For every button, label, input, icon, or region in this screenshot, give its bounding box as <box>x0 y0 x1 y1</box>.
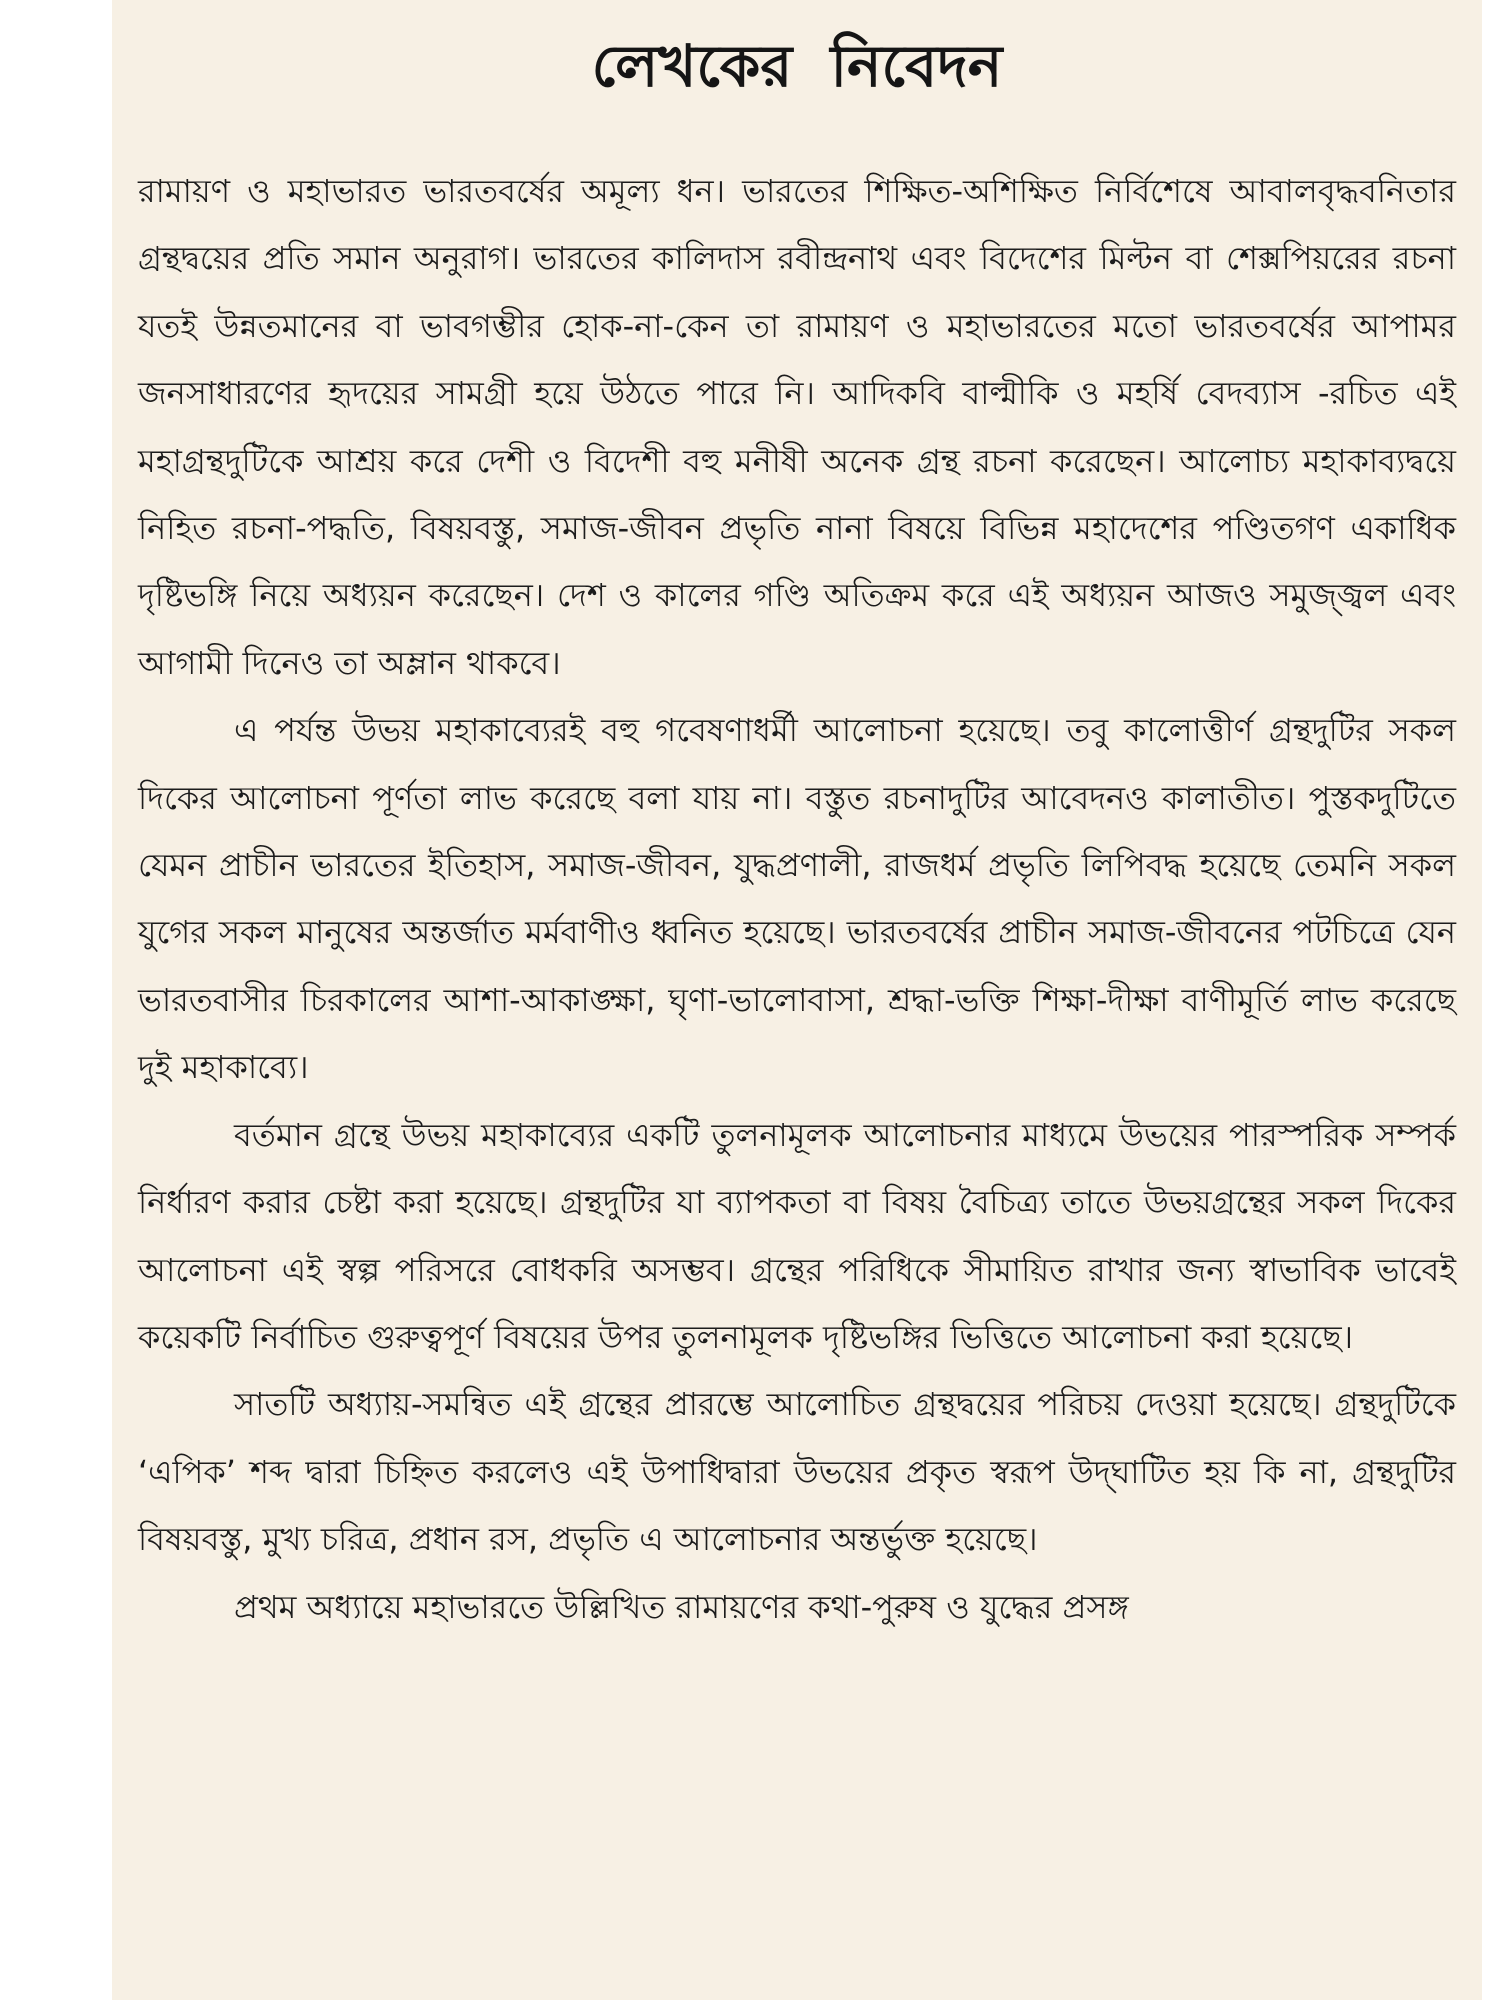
page-title: লেখকের নিবেদন <box>591 32 1003 100</box>
book-page <box>112 0 1482 2000</box>
paragraph: রামায়ণ ও মহাভারত ভারতবর্ষের অমূল্য ধন। ভারতের শিক্ষিত-অশিক্ষিত নির্বিশেষে আবালবৃদ্ধবনিতার গ্রন্থদ্বয়ের প্রতি সমান অনুরাগ। ভারতের কালিদাস রবীন্দ্রনাথ এবং বিদেশের মিল্টন বা শেক্সপিয়রের রচনা যতই উন্নতমানের বা ভাবগম্ভীর হোক-না-কেন তা রামায়ণ ও মহাভারতের মতো ভারতবর্ষের আপামর জনসাধারণের হৃদয়ের সামগ্রী হয়ে উঠতে পারে নি। আদিকবি বাল্মীকি ও মহর্ষি বেদব্যাস -রচিত এই মহাগ্রন্থদুটিকে আশ্রয় করে দেশী ও বিদেশী বহু মনীষী অনেক গ্রন্থ রচনা করেছেন। আলোচ্য মহাকাব্যদ্বয়ে নিহিত রচনা-পদ্ধতি, বিষয়বস্তু, সমাজ-জীবন প্রভৃতি নানা বিষয়ে বিভিন্ন মহাদেশের পণ্ডিতগণ একাধিক দৃষ্টিভঙ্গি নিয়ে অধ্যয়ন করেছেন। দেশ ও কালের গণ্ডি অতিক্রম করে এই অধ্যয়ন আজও সমুজ্জ্বল এবং আগামী দিনেও তা অম্লান থাকবে। <box>138 172 1456 682</box>
paragraph: এ পর্যন্ত উভয় মহাকাব্যেরই বহু গবেষণাধর্মী আলোচনা হয়েছে। তবু কালোত্তীর্ণ গ্রন্থদুটির সকল দিকের আলোচনা পূর্ণতা লাভ করেছে বলা যায় না। বস্তুত রচনাদুটির আবেদনও কালাতীত। পুস্তকদুটিতে যেমন প্রাচীন ভারতের ইতিহাস, সমাজ-জীবন, যুদ্ধপ্রণালী, রাজধর্ম প্রভৃতি লিপিবদ্ধ হয়েছে তেমনি সকল যুগের সকল মানুষের অন্তর্জাত মর্মবাণীও ধ্বনিত হয়েছে। ভারতবর্ষের প্রাচীন সমাজ-জীবনের পটচিত্রে যেন ভারতবাসীর চিরকালের আশা-আকাঙ্ক্ষা, ঘৃণা-ভালোবাসা, শ্রদ্ধা-ভক্তি শিক্ষা-দীক্ষা বাণীমূর্তি লাভ করেছে দুই মহাকাব্যে। <box>138 711 1456 1087</box>
body-text <box>138 158 1456 1641</box>
paragraph: সাতটি অধ্যায়-সমন্বিত এই গ্রন্থের প্রারম্ভে আলোচিত গ্রন্থদ্বয়ের পরিচয় দেওয়া হয়েছে। গ্রন্থদুটিকে ‘এপিক’ শব্দ দ্বারা চিহ্নিত করলেও এই উপাধিদ্বারা উভয়ের প্রকৃত স্বরূপ উদ্‌ঘাটিত হয় কি না, গ্রন্থদুটির বিষয়বস্তু, মুখ্য চরিত্র, প্রধান রস, প্রভৃতি এ আলোচনার অন্তর্ভুক্ত হয়েছে। <box>138 1385 1456 1559</box>
paragraph: বর্তমান গ্রন্থে উভয় মহাকাব্যের একটি তুলনামূলক আলোচনার মাধ্যমে উভয়ের পারস্পরিক সম্পর্ক নির্ধারণ করার চেষ্টা করা হয়েছে। গ্রন্থদুটির যা ব্যাপকতা বা বিষয় বৈচিত্র্য তাতে উভয়গ্রন্থের সকল দিকের আলোচনা এই স্বল্প পরিসরে বোধকরি অসম্ভব। গ্রন্থের পরিধিকে সীমায়িত রাখার জন্য স্বাভাবিক ভাবেই কয়েকটি নির্বাচিত গুরুত্বপূর্ণ বিষয়ের উপর তুলনামূলক দৃষ্টিভঙ্গির ভিত্তিতে আলোচনা করা হয়েছে। <box>138 1115 1456 1356</box>
paragraph: প্রথম অধ্যায়ে মহাভারতে উল্লিখিত রামায়ণের কথা-পুরুষ ও যুদ্ধের প্রসঙ্গ <box>234 1587 1129 1626</box>
